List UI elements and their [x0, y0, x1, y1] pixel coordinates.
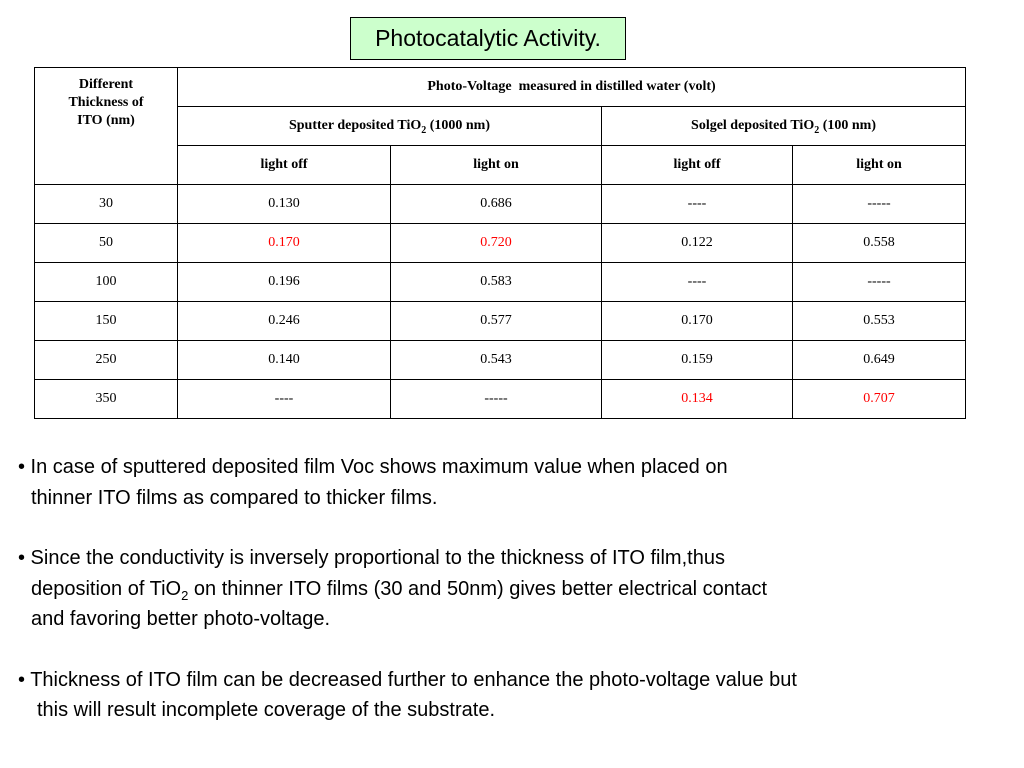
thickness-cell: 50 [35, 224, 178, 263]
voltage-cell: 0.686 [391, 185, 602, 224]
table-row [35, 341, 966, 380]
bullet-item: • Thickness of ITO film can be decreased further to enhance the photo-voltage value but this will result incomplete coverage of the substrate. [18, 668, 797, 721]
bullet-item: • In case of sputtered deposited film Voc shows maximum value when placed on thinner ITO films as compared to thicker films. [18, 456, 728, 509]
voltage-cell: 0.577 [391, 302, 602, 341]
voltage-cell: 0.130 [178, 185, 391, 224]
corner-header-line: Thickness of [68, 95, 144, 110]
table-row [35, 302, 966, 341]
voltage-cell: ---- [178, 380, 391, 419]
voltage-cell: 0.122 [602, 224, 793, 263]
table-body [35, 185, 966, 419]
corner-header-line: ITO (nm) [77, 113, 135, 128]
thickness-cell: 350 [35, 380, 178, 419]
sub-header: light on [391, 146, 602, 185]
table-row [35, 185, 966, 224]
thickness-cell: 100 [35, 263, 178, 302]
table-row [35, 263, 966, 302]
main-header: Photo-Voltage measured in distilled water (volt) [178, 68, 966, 107]
voltage-cell: 0.558 [793, 224, 966, 263]
bullet-list [18, 452, 1018, 726]
voltage-cell: ---- [602, 263, 793, 302]
voltage-cell: 0.246 [178, 302, 391, 341]
voltage-cell: 0.553 [793, 302, 966, 341]
voltage-cell: ----- [793, 185, 966, 224]
voltage-cell: 0.543 [391, 341, 602, 380]
voltage-cell: ---- [602, 185, 793, 224]
photo-voltage-table [34, 67, 966, 419]
voltage-cell: 0.649 [793, 341, 966, 380]
table-row [35, 380, 966, 419]
table-header-row-main [35, 68, 966, 107]
voltage-cell: 0.707 [793, 380, 966, 419]
voltage-cell: 0.170 [602, 302, 793, 341]
voltage-cell: 0.170 [178, 224, 391, 263]
slide-title: Photocatalytic Activity. [350, 17, 626, 60]
sub-header: light on [793, 146, 966, 185]
corner-header [35, 68, 178, 185]
voltage-cell: 0.134 [602, 380, 793, 419]
corner-header-line: Different [78, 77, 134, 92]
thickness-cell: 150 [35, 302, 178, 341]
thickness-cell: 30 [35, 185, 178, 224]
sub-header: light off [602, 146, 793, 185]
voltage-cell: 0.140 [178, 341, 391, 380]
thickness-cell: 250 [35, 341, 178, 380]
table-row [35, 224, 966, 263]
voltage-cell: 0.720 [391, 224, 602, 263]
bullet-item: • Since the conductivity is inversely proportional to the thickness of ITO film,thus deposition of TiO$_2$ on thinner ITO films (30 and 50nm) gives better electrical contact and favoring better photo-voltage. [18, 547, 768, 630]
voltage-cell: ----- [391, 380, 602, 419]
sub-header: light off [178, 146, 391, 185]
voltage-cell: 0.159 [602, 341, 793, 380]
voltage-cell: ----- [793, 263, 966, 302]
voltage-cell: 0.196 [178, 263, 391, 302]
group-header-solgel: Solgel deposited TiO$_2$ (100 nm) [602, 107, 966, 146]
group-header-sputter: Sputter deposited TiO$_2$ (1000 nm) [178, 107, 602, 146]
voltage-cell: 0.583 [391, 263, 602, 302]
